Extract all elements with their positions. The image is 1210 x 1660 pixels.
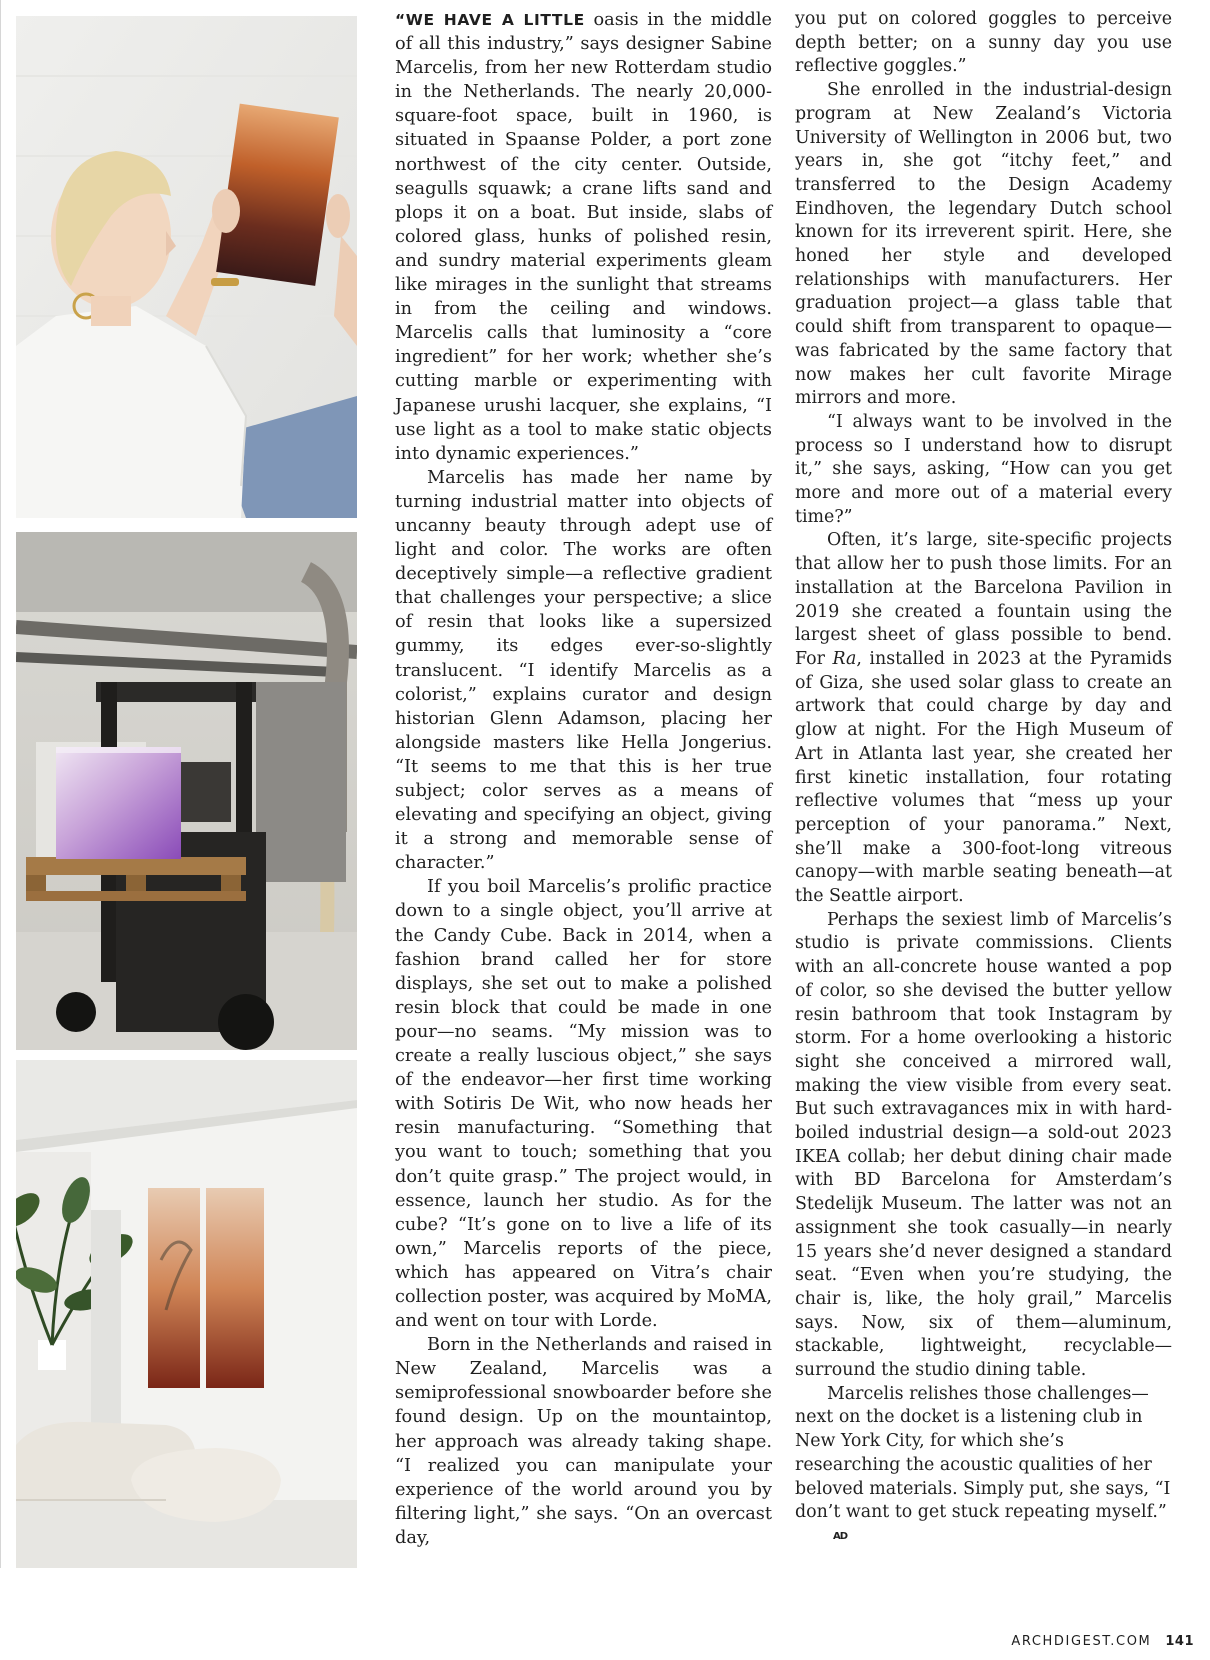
photo-candy-cube-forklift: [16, 532, 357, 1050]
paragraph: She enrolled in the industrial-design program at New Zealand’s Victoria University of Wellington in 2006 but, two years in, she got “itchy feet,” and transferred to the Design Academy Eindhoven, the legendary Dutch school known for its irreverent spirit. Here, she honed her style and developed relationships with manufacturers. Her graduation project—a glass table that could shift from transparent to opaque—was fabricated by the same factory that now makes her cult favorite Mirage mirrors and more.: [795, 80, 1172, 409]
page-edge-rule: [0, 0, 1, 1568]
paragraph: “I always want to be involved in the process so I understand how to disrupt it,” she says, asking, “How can you get more and more out of a material every time?”: [795, 411, 1172, 527]
photo-designer-holding-glass: [16, 16, 357, 518]
artwork-title-ra: Ra: [832, 648, 857, 669]
paragraph-final: [795, 1383, 1172, 1549]
paragraph: Marcelis has made her name by turning industrial matter into objects of uncanny beauty through adept use of light and color. The works are often deceptively simple—a reflective gradient that challenges your perspective; a slice of resin that looks like a supersized gummy, its edges ever-so-slightly translucent. “I identify Marcelis as a colorist,” explains curator and design historian Glenn Adamson, placing her alongside masters like Hella Jongerius. “It seems to me that this is her true subject; color serves as a means of elevating and specifying an object, giving it a strong and memorable sense of character.”: [395, 467, 772, 874]
paragraph-final-text: Marcelis relishes those challenges—next on the docket is a listening club in New York City, for which she’s researching the acoustic qualities of her beloved materials. Simply put, she says, “I don’t want to get stuck repeating myself.”: [795, 1383, 1171, 1523]
paragraph: [795, 529, 1172, 908]
paragraph-opening-body: oasis in the middle of all this industry,” says designer Sabine Marcelis, from her new Rotterdam studio in the Netherlands. The nearly 20,000-square-foot space, built in 1960, is situated in Spaanse Polder, a port zone northwest of the city center. Outside, seagulls squawk; a crane lifts sand and plops it on a boat. But inside, slabs of colored glass, hunks of polished resin, and sundry material experiments gleam like mirages in the sunlight that streams in from the ceiling and windows. Marcelis calls that luminosity a “core ingredient” for her work; whether she’s cutting marble or experimenting with Japanese urushi lacquer, she explains, “I use light as a tool to make static objects into dynamic experiences.”: [395, 10, 772, 464]
article-column-2: [795, 8, 1172, 1549]
page-footer: [1011, 1634, 1194, 1649]
footer-site-url: ARCHDIGEST.COM: [1011, 1634, 1152, 1649]
article-column-1: [395, 8, 772, 1550]
page-number: 141: [1165, 1634, 1194, 1649]
paragraph: If you boil Marcelis’s prolific practice down to a single object, you’ll arrive at the Candy Cube. Back in 2014, when a fashion brand called her for store displays, she set out to make a polished resin block that could be made in one pour—no seams. “My mission was to create a really luscious object,” she says of the endeavor—her first time working with Sotiris De Wit, who now heads her resin manufacturing. “Something that you want to touch; something that you don’t quite grasp.” The project would, in essence, launch her studio. As for the cube? “It’s gone on to live a life of its own,” Marcelis reports of the piece, which has appeared on Vitra’s chair collection poster, was acquired by MoMA, and went on tour with Lorde.: [395, 877, 772, 1332]
lead-in: “WE HAVE A LITTLE: [395, 11, 585, 29]
end-mark-logo: AD: [833, 1531, 848, 1542]
paragraph-continued: you put on colored goggles to perceive depth better; on a sunny day you use reflective goggles.”: [795, 9, 1172, 77]
paragraph-text: , installed in 2023 at the Pyramids of Giza, she used solar glass to create an artwork that could charge by day and glow at night. For the High Museum of Art in Atlanta last year, she created her first kinetic installation, four rotating reflective volumes that “mess up your perception of your panorama.” Next, she’ll make a 300-foot-long vitreous canopy—with marble seating beneath—at the Seattle airport.: [795, 648, 1172, 907]
paragraph: Perhaps the sexiest limb of Marcelis’s studio is private commissions. Clients with an all-concrete house wanted a pop of color, so she devised the butter yellow resin bathroom that took Instagram by storm. For a home overlooking a historic sight she conceived a mirrored wall, making the view visible from every seat. But such extravagances mix in with hard-boiled industrial design—a sold-out 2023 IKEA collab; her debut dining chair made with BD Barcelona for Amsterdam’s Stedelijk Museum. The latter was not an assignment she took casually—in nearly 15 years she’d never designed a standard seat. “Even when you’re studying, the chair is, like, the holy grail,” Marcelis says. Now, six of them—aluminum, stackable, lightweight, recyclable—surround the studio dining table.: [795, 909, 1172, 1381]
paragraph-opening: [395, 8, 772, 466]
paragraph-text: Often, it’s large, site-specific projects that allow her to push those limits. For an installation at the Barcelona Pavilion in 2019 she created a fountain using the largest sheet of glass possible to bend. For: [795, 530, 1172, 669]
paragraph: Born in the Netherlands and raised in New Zealand, Marcelis was a semiprofessional snowboarder before she found design. Up on the mountaintop, her approach was already taking shape. “I realized you can manipulate your experience of the world around you by filtering light,” she says. “On an overcast day,: [395, 1335, 772, 1548]
photo-interior-gradient-panels: [16, 1060, 357, 1568]
